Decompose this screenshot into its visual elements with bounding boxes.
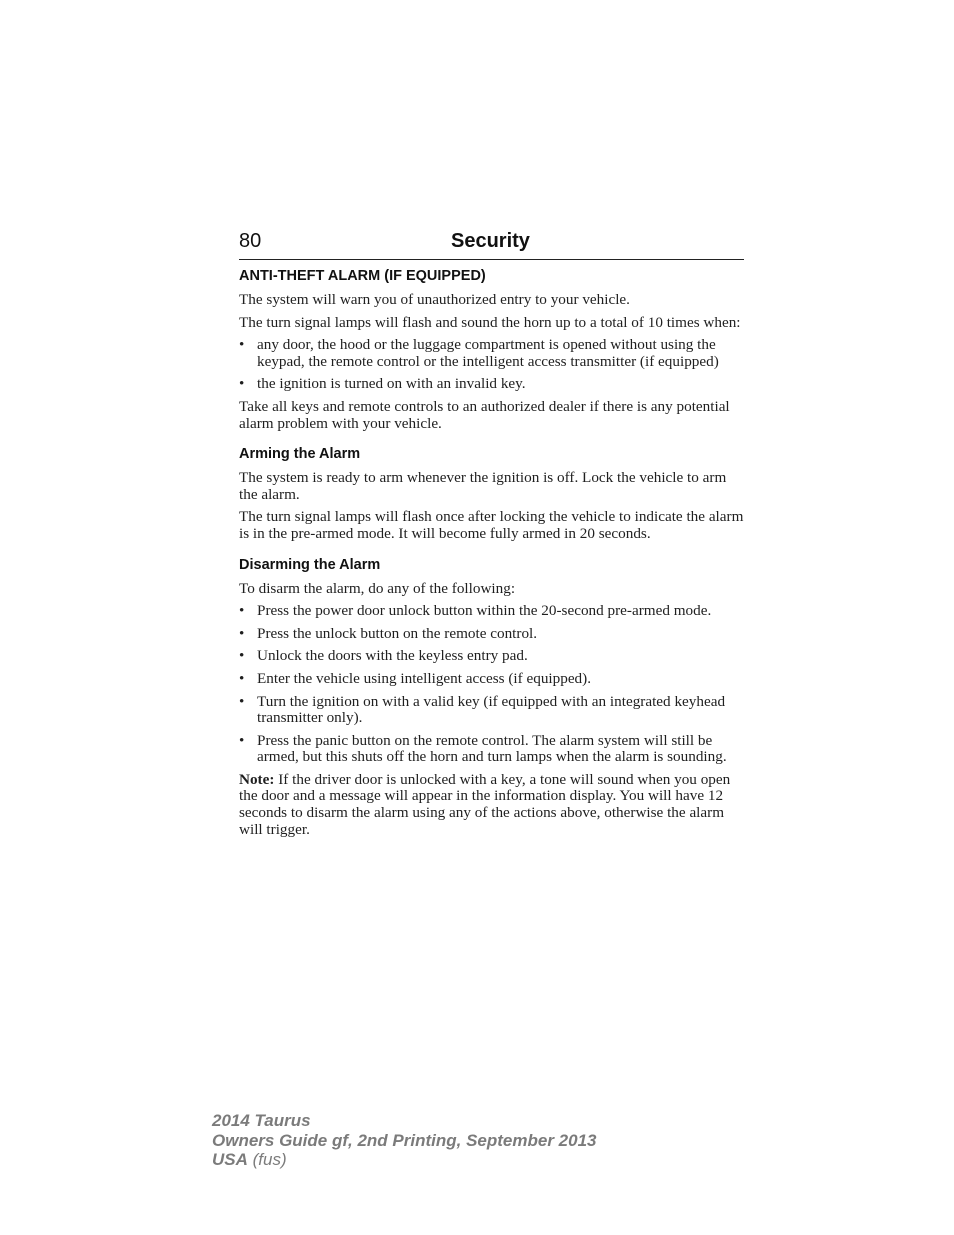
- note-label: Note:: [239, 770, 275, 788]
- bullet-icon: •: [239, 336, 245, 354]
- list-item-text: Press the panic button on the remote control. The alarm system will still be armed, but this shuts off the horn and turn lamps when the alarm is sounding.: [257, 731, 727, 766]
- arming-paragraph: The system is ready to arm whenever the ignition is off. Lock the vehicle to arm the alarm.: [239, 469, 727, 503]
- footer-region-code: (fus): [247, 1150, 287, 1169]
- bullet-icon: •: [239, 602, 245, 620]
- list-item: [239, 376, 744, 393]
- section-title: Security: [451, 230, 530, 252]
- bullet-icon: •: [239, 692, 245, 710]
- arming-paragraph: The turn signal lamps will flash once after locking the vehicle to indicate the alarm is in the pre-armed mode. It will become fully armed in 20 seconds.: [239, 508, 744, 542]
- footer-guide-info: Owners Guide gf, 2nd Printing, September 2013: [212, 1130, 597, 1150]
- trigger-list: [239, 337, 744, 393]
- list-item-text: the ignition is turned on with an invalid key.: [257, 375, 526, 393]
- note-paragraph: [239, 772, 744, 838]
- bullet-icon: •: [239, 647, 245, 665]
- list-item-text: Unlock the doors with the keyless entry pad.: [257, 647, 528, 665]
- list-item-text: any door, the hood or the luggage compartment is opened without using the keypad, the remote control or the intelligent access transmitter (if equipped): [257, 336, 719, 370]
- list-item-text: Press the power door unlock button within the 20-second pre-armed mode.: [257, 602, 712, 620]
- list-item: [239, 337, 744, 370]
- list-item-text: Press the unlock button on the remote control.: [257, 624, 538, 642]
- page-footer: [212, 1111, 596, 1170]
- note-text: If the driver door is unlocked with a key, a tone will sound when you open the door and a message will appear in the information display. You will have 12 seconds to disarm the alarm using any of the actions above, otherwise the alarm will trigger.: [239, 770, 731, 838]
- bullet-icon: •: [239, 731, 245, 749]
- list-item: [239, 694, 744, 727]
- list-item-text: Turn the ignition on with a valid key (if equipped with an integrated keyhead transmitter only).: [257, 692, 726, 727]
- bullet-icon: •: [239, 375, 245, 393]
- list-item: [239, 603, 744, 620]
- list-item-text: Enter the vehicle using intelligent access (if equipped).: [257, 669, 592, 687]
- dealer-note: Take all keys and remote controls to an authorized dealer if there is any potential alarm problem with your vehicle.: [239, 397, 730, 432]
- disarming-intro: To disarm the alarm, do any of the following:: [239, 579, 516, 597]
- page-content: [239, 267, 744, 844]
- list-item: [239, 733, 744, 766]
- footer-model: 2014 Taurus: [212, 1111, 311, 1130]
- intro-paragraph: The system will warn you of unauthorized entry to your vehicle.: [239, 291, 630, 308]
- page-header: [239, 228, 744, 260]
- footer-region-main: USA: [212, 1150, 248, 1169]
- main-heading: ANTI-THEFT ALARM (IF EQUIPPED): [239, 268, 486, 284]
- list-item: [239, 626, 744, 643]
- arming-heading: Arming the Alarm: [239, 446, 361, 463]
- bullet-icon: •: [239, 624, 245, 642]
- footer-region: [212, 1150, 596, 1170]
- list-item: [239, 648, 744, 665]
- intro-paragraph: The turn signal lamps will flash and sound the horn up to a total of 10 times when:: [239, 313, 741, 331]
- bullet-icon: •: [239, 669, 245, 687]
- disarming-heading: Disarming the Alarm: [239, 556, 381, 573]
- disarming-list: [239, 603, 744, 766]
- page-number: 80: [239, 230, 262, 252]
- list-item: [239, 671, 744, 688]
